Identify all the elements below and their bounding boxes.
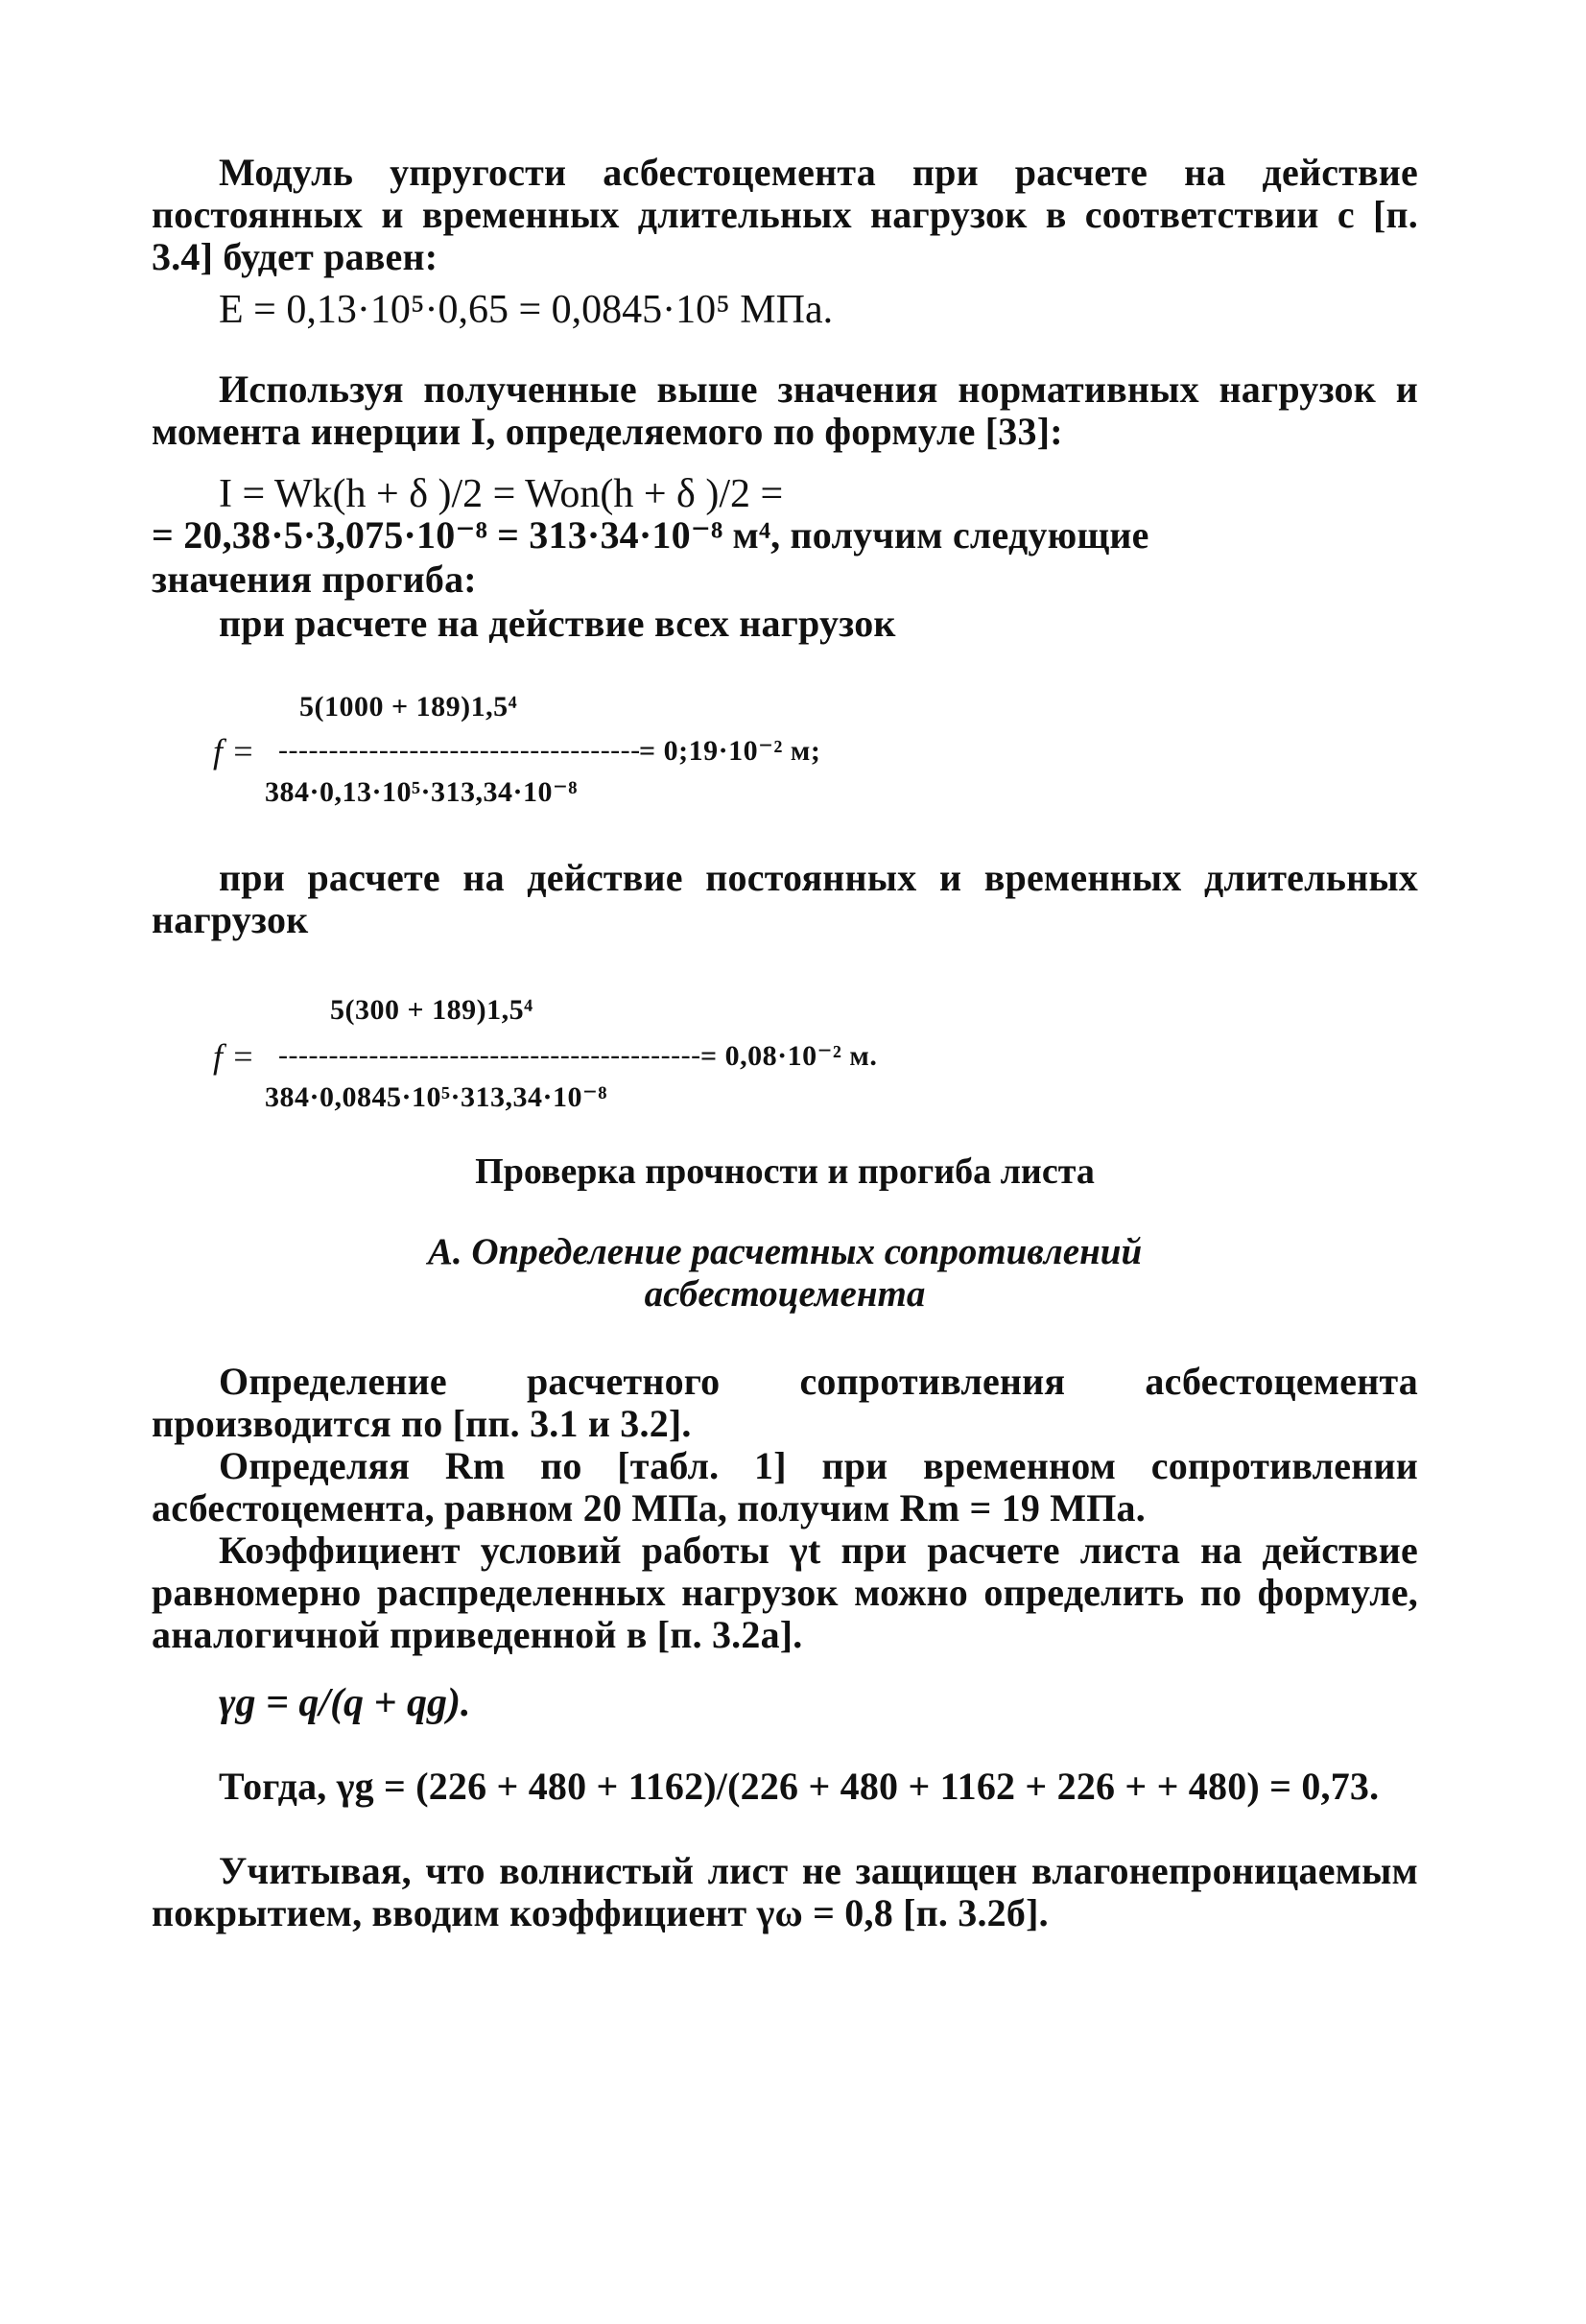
paragraph-then: Тогда, γg = (226 + 480 + 1162)/(226 + 480 + 1162 + 226 + + 480) = 0,73. xyxy=(219,1765,1380,1808)
paragraph-modulus: Модуль упругости асбестоцемента при расчете на действие постоянных и временных длительных нагрузок в соответствии с [п. 3.4] будет равен: xyxy=(152,151,1418,278)
paragraph-resistance: Определение расчетного сопротивления асбестоцемента производится по [пп. 3.1 и 3.2]. xyxy=(152,1360,1418,1445)
section-heading: Проверка прочности и прогиба листа xyxy=(475,1151,1095,1192)
fraction2-bar: ------------------------------------------ xyxy=(278,1039,701,1071)
equation-gamma: γg = q/(q + qg). xyxy=(219,1681,471,1725)
equation-E: E = 0,13·10⁵·0,65 = 0,0845·10⁵ МПа. xyxy=(219,288,834,332)
paragraph-long-term-loads: при расчете на действие постоянных и временных длительных нагрузок xyxy=(152,856,1418,941)
fraction1-denominator: 384·0,13·10⁵·313,34·10⁻⁸ xyxy=(265,776,578,808)
fraction2-numerator: 5(300 + 189)1,5⁴ xyxy=(330,994,533,1026)
subsection-heading-line1: А. Определение расчетных сопротивлений xyxy=(427,1231,1143,1272)
fraction2-f: f = xyxy=(213,1037,255,1076)
fraction1-numerator: 5(1000 + 189)1,5⁴ xyxy=(299,691,518,723)
fraction1-result: = 0;19·10⁻² м; xyxy=(639,735,821,767)
equation-I-line2: = 20,38·5·3,075·10⁻⁸ = 313·34·10⁻⁸ м⁴, получим следующие xyxy=(152,513,1149,557)
paragraph-considering: Учитывая, что волнистый лист не защищен влагонепроницаемым покрытием, вводим коэффициент γω = 0,8 [п. 3.2б]. xyxy=(152,1849,1418,1934)
fraction1-bar: ------------------------------------ xyxy=(278,734,641,766)
subsection-heading-line2: асбестоцемента xyxy=(644,1273,926,1315)
fraction2-denominator: 384·0,0845·10⁵·313,34·10⁻⁸ xyxy=(265,1081,607,1113)
paragraph-using-loads: Используя полученные выше значения нормативных нагрузок и момента инерции I, определяемого по формуле [33]: xyxy=(152,368,1418,453)
equation-I-line1: I = Wk(h + δ )/2 = Won(h + δ )/2 = xyxy=(219,472,784,516)
fraction1-f: f = xyxy=(213,732,255,771)
paragraph-all-loads: при расчете на действие всех нагрузок xyxy=(219,602,896,645)
fraction2-result: = 0,08·10⁻² м. xyxy=(700,1040,878,1072)
paragraph-coefficient: Коэффициент условий работы γt при расчете листа на действие равномерно распределенных нагрузок можно определить по формуле, аналогичной приведенной в [п. 3.2а]. xyxy=(152,1529,1418,1656)
equation-I-line3: значения прогиба: xyxy=(152,557,477,601)
paragraph-rm: Определяя Rm по [табл. 1] при временном сопротивлении асбестоцемента, равном 20 МПа, получим Rm = 19 МПа. xyxy=(152,1444,1418,1530)
